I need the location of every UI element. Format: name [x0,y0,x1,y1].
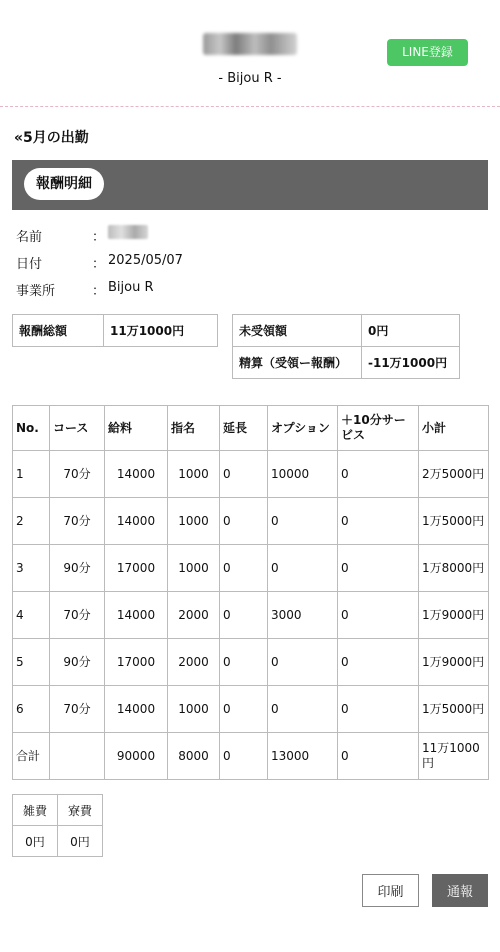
cell-subtotal: 2万5000円 [419,451,489,498]
cell-subtotal: 1万5000円 [419,686,489,733]
office-label: 事業所 [16,284,56,299]
colon: ： [92,284,106,299]
cell-option: 3000 [268,592,338,639]
office-value: Bijou R [108,280,154,295]
col-header-extension: 延長 [220,406,268,451]
settle-label: 精算（受領ー報酬） [233,347,362,379]
settlement-table [232,314,460,379]
header [0,0,500,107]
section-tab-label: 報酬明細 [24,168,104,200]
cell-service: 0 [338,733,419,780]
col-header-service: ＋10分サービス [338,406,419,451]
cell-no: 5 [13,639,50,686]
col-header-subtotal: 小計 [419,406,489,451]
cell-subtotal: 1万5000円 [419,498,489,545]
cell-nomination: 1000 [168,686,220,733]
cell-nomination: 1000 [168,451,220,498]
cell-subtotal: 1万9000円 [419,639,489,686]
table-row [13,451,489,498]
colon: ： [92,257,106,272]
misc-fee-label: 雑費 [13,795,58,826]
back-to-month-link[interactable]: «5月の出勤 [14,130,89,146]
misc-fee-value: 0円 [13,826,58,857]
cell-option: 0 [268,498,338,545]
cell-option: 10000 [268,451,338,498]
cell-no: 2 [13,498,50,545]
cell-course: 90分 [50,545,105,592]
cell-service: 0 [338,545,419,592]
col-header-salary: 給料 [105,406,168,451]
col-header-course: コース [50,406,105,451]
cell-extension: 0 [220,451,268,498]
cell-nomination: 2000 [168,639,220,686]
col-header-no: No. [13,406,50,451]
blurred-name-value [108,225,148,239]
cell-extension: 0 [220,592,268,639]
line-register-button[interactable]: LINE登録 [387,39,468,66]
date-value: 2025/05/07 [108,253,183,268]
table-row [13,592,489,639]
section-band [12,160,488,210]
cell-salary: 90000 [105,733,168,780]
cell-course: 70分 [50,451,105,498]
cell-nomination: 8000 [168,733,220,780]
date-label: 日付 [16,257,43,272]
cell-extension: 0 [220,545,268,592]
table-row [13,686,489,733]
cell-option: 0 [268,639,338,686]
col-header-nomination: 指名 [168,406,220,451]
cell-no: 6 [13,686,50,733]
colon: ： [92,230,106,245]
cell-extension: 0 [220,733,268,780]
total-value: 11万1000円 [104,315,218,347]
cell-extension: 0 [220,498,268,545]
cell-extension: 0 [220,639,268,686]
cell-nomination: 1000 [168,545,220,592]
cell-option: 0 [268,545,338,592]
cell-option: 0 [268,686,338,733]
dorm-fee-value: 0円 [58,826,103,857]
cell-nomination: 1000 [168,498,220,545]
cell-course: 70分 [50,498,105,545]
cell-course: 70分 [50,686,105,733]
total-reward-table [12,314,218,347]
settle-value: -11万1000円 [362,347,460,379]
misc-fees-table [12,794,103,857]
reward-detail-table [12,405,489,780]
cell-nomination: 2000 [168,592,220,639]
dorm-fee-label: 寮費 [58,795,103,826]
unreceived-value: 0円 [362,315,460,347]
table-row [13,545,489,592]
cell-no: 3 [13,545,50,592]
cell-course [50,733,105,780]
cell-no: 1 [13,451,50,498]
cell-salary: 17000 [105,639,168,686]
cell-service: 0 [338,498,419,545]
cell-salary: 17000 [105,545,168,592]
cell-total-label: 合計 [13,733,50,780]
blurred-shop-name [203,33,297,55]
cell-subtotal: 1万8000円 [419,545,489,592]
cell-salary: 14000 [105,592,168,639]
cell-course: 70分 [50,592,105,639]
cell-extension: 0 [220,686,268,733]
cell-service: 0 [338,592,419,639]
cell-subtotal: 1万9000円 [419,592,489,639]
table-header-row [13,406,489,451]
table-total-row [13,733,489,780]
total-label: 報酬総額 [13,315,104,347]
report-button[interactable]: 通報 [432,874,488,907]
cell-no: 4 [13,592,50,639]
table-row [13,639,489,686]
cell-salary: 14000 [105,498,168,545]
unreceived-label: 未受領額 [233,315,362,347]
cell-salary: 14000 [105,451,168,498]
cell-course: 90分 [50,639,105,686]
col-header-option: オプション [268,406,338,451]
cell-service: 0 [338,451,419,498]
table-row [13,498,489,545]
cell-service: 0 [338,639,419,686]
cell-salary: 14000 [105,686,168,733]
name-label: 名前 [16,230,43,245]
print-button[interactable]: 印刷 [362,874,419,907]
store-subtitle: - Bijou R - [218,71,282,86]
cell-service: 0 [338,686,419,733]
cell-option: 13000 [268,733,338,780]
cell-subtotal: 11万1000円 [419,733,489,780]
